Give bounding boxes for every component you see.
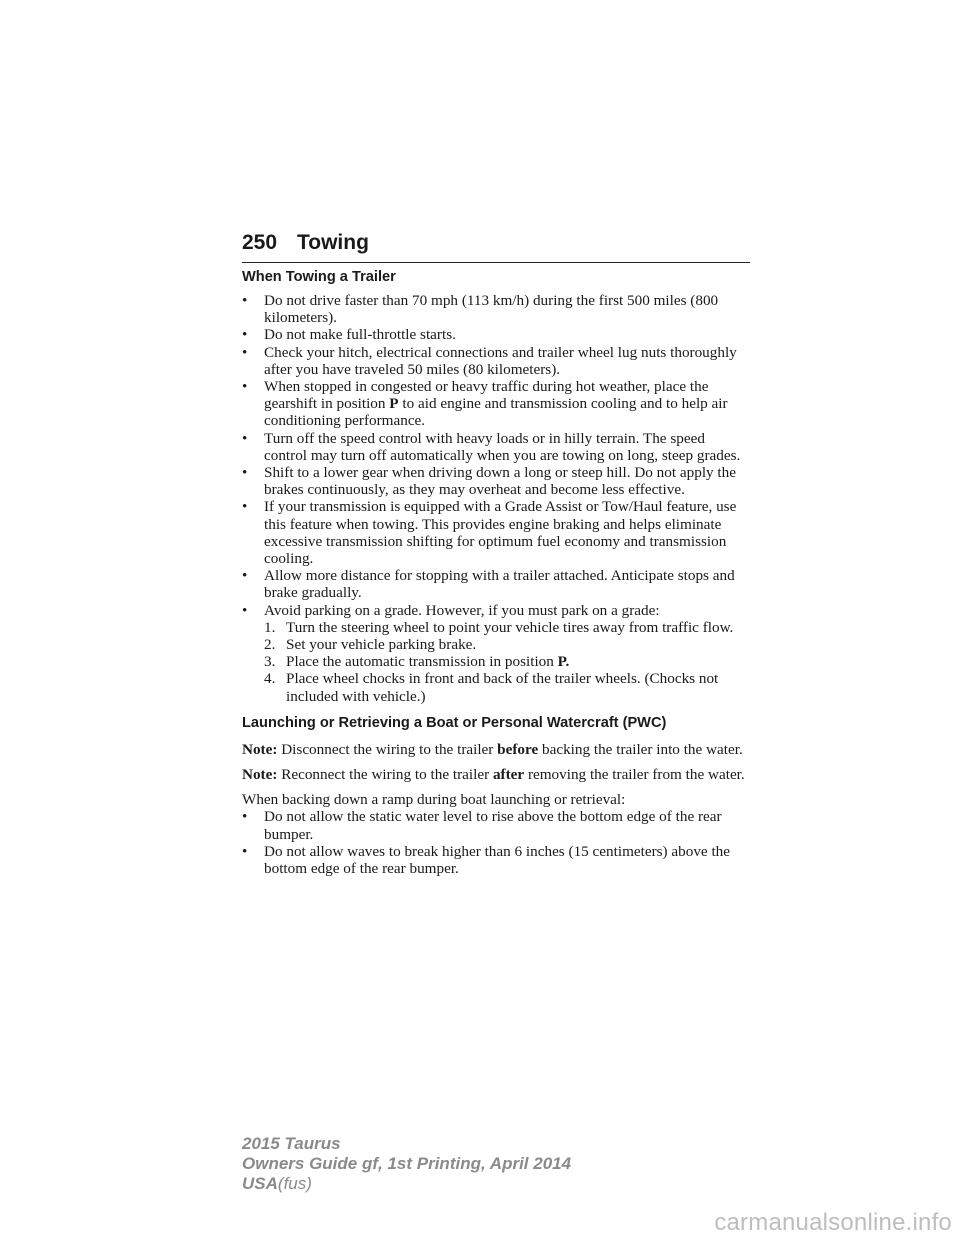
step-number: 3.: [264, 653, 276, 671]
list-item: • Do not make full-throttle starts.: [242, 326, 750, 343]
footer-model: 2015 Taurus: [242, 1134, 341, 1153]
page-number: 250: [242, 231, 278, 254]
note-before: [242, 741, 750, 758]
page-header: [242, 230, 750, 263]
step-text: Set your vehicle parking brake.: [286, 636, 477, 654]
list-item: • Do not allow waves to break higher than 6 inches (15 centimeters) above the bottom edge of the rear bumper.: [242, 843, 750, 877]
list-item-text: Avoid parking on a grade. However, if you must park on a grade:: [264, 601, 660, 619]
note-label: Note:: [242, 740, 278, 758]
ramp-intro: When backing down a ramp during boat launching or retrieval:: [242, 791, 626, 809]
list-item: [242, 602, 750, 705]
note-text: backing the trailer into the water.: [538, 740, 743, 758]
section-title: Towing: [297, 231, 369, 254]
list-item: • Shift to a lower gear when driving down a long or steep hill. Do not apply the brakes continuously, as they may overheat and become less effective.: [242, 464, 750, 498]
gear-position-bold: P.: [557, 653, 570, 671]
note-after: [242, 766, 750, 783]
list-item: • Do not allow the static water level to rise above the bottom edge of the rear bumper.: [242, 808, 750, 842]
step-number: 4.: [264, 670, 276, 688]
towing-bullet-list: [242, 292, 750, 705]
note-emphasis: after: [492, 766, 525, 784]
heading-towing-trailer: When Towing a Trailer: [242, 269, 396, 285]
parking-steps-list: [264, 619, 750, 705]
list-item: • Allow more distance for stopping with a trailer attached. Anticipate stops and brake gradually.: [242, 567, 750, 601]
list-item-text: When stopped in congested or heavy traffic during hot weather, place the gearshift in position: [264, 378, 709, 413]
list-item: • If your transmission is equipped with a Grade Assist or Tow/Haul feature, use this feature when towing. This provides engine braking and helps eliminate excessive transmission shifting for optimum fuel economy and transmission cooling.: [242, 498, 750, 567]
step-item: [264, 619, 750, 636]
footer-country: USA: [242, 1174, 278, 1193]
note-text: Disconnect the wiring to the trailer: [277, 740, 498, 758]
footer-edition: Owners Guide gf, 1st Printing, April 2014: [242, 1154, 572, 1173]
note-emphasis: before: [497, 740, 539, 758]
list-item: • Turn off the speed control with heavy loads or in hilly terrain. The speed control may turn off automatically when you are towing on long, steep grades.: [242, 430, 750, 464]
boat-bullet-list: [242, 808, 750, 877]
step-text: Turn the steering wheel to point your vehicle tires away from traffic flow.: [286, 618, 734, 636]
step-text: Place wheel chocks in front and back of the trailer wheels. (Chocks not included with vehicle.): [286, 670, 719, 705]
gear-position-bold: P: [389, 395, 399, 413]
heading-boat-launching: Launching or Retrieving a Boat or Personal Watercraft (PWC): [242, 714, 667, 731]
step-number: 1.: [264, 618, 276, 636]
note-text: Reconnect the wiring to the trailer: [277, 766, 493, 784]
step-item: [264, 670, 750, 704]
step-item: [264, 653, 750, 670]
step-item: [264, 636, 750, 653]
list-item: • Check your hitch, electrical connections and trailer wheel lug nuts thoroughly after you have traveled 50 miles (80 kilometers).: [242, 344, 750, 378]
list-item: [242, 378, 750, 430]
print-footer: [242, 1134, 571, 1194]
note-text: removing the trailer from the water.: [524, 766, 745, 784]
step-text: Place the automatic transmission in position: [286, 653, 558, 671]
page-content: [242, 266, 750, 877]
note-label: Note:: [242, 766, 278, 784]
site-watermark: carmanualsonline.info: [714, 1209, 952, 1236]
footer-code: (fus): [277, 1174, 312, 1193]
step-number: 2.: [264, 636, 276, 654]
list-item-text: to aid engine and transmission cooling and to help air conditioning performance.: [264, 395, 728, 430]
list-item: • Do not drive faster than 70 mph (113 km/h) during the first 500 miles (800 kilometers).: [242, 292, 750, 326]
footer-market: [242, 1174, 571, 1194]
